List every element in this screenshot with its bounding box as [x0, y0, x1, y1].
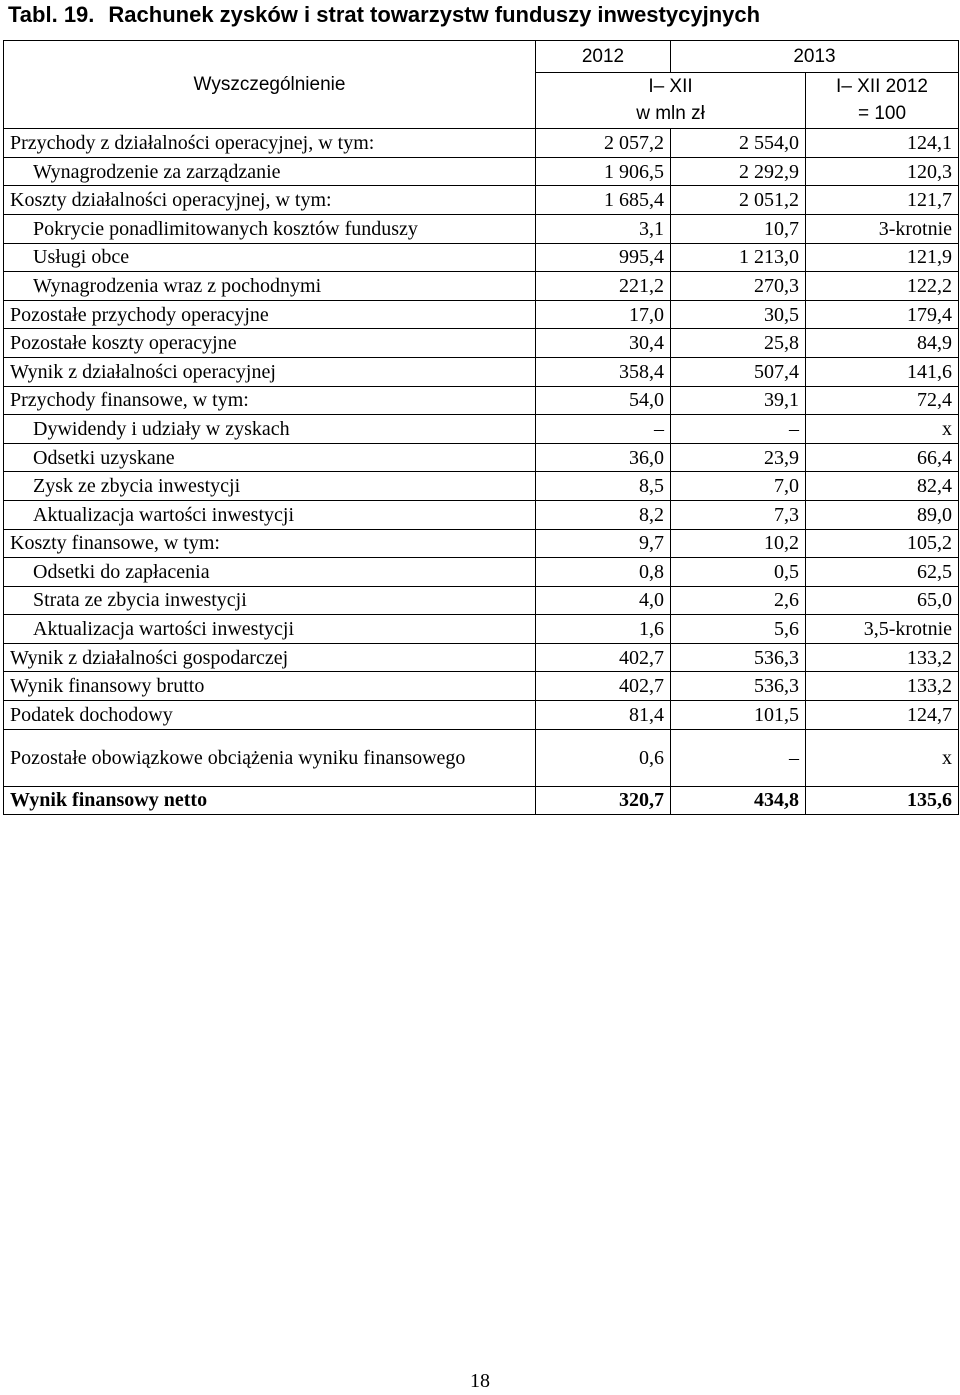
table-row — [4, 672, 959, 701]
index-value: 72,4 — [806, 386, 959, 415]
index-value: 105,2 — [806, 529, 959, 558]
row-label: Pokrycie ponadlimitowanych kosztów funduszy — [4, 214, 536, 243]
row-label: Przychody finansowe, w tym: — [4, 386, 536, 415]
index-value: x — [806, 415, 959, 444]
row-label: Wynik finansowy netto — [4, 786, 536, 815]
table-body — [4, 129, 959, 815]
table-number: Tabl. 19. — [8, 2, 95, 27]
index-value: 89,0 — [806, 500, 959, 529]
table-row — [4, 157, 959, 186]
value-2012: 1 685,4 — [536, 186, 671, 215]
page-number: 18 — [470, 1370, 490, 1392]
row-label: Strata ze zbycia inwestycji — [4, 586, 536, 615]
index-value: 133,2 — [806, 672, 959, 701]
value-2013: – — [671, 415, 806, 444]
table-row — [4, 357, 959, 386]
value-2012: 320,7 — [536, 786, 671, 815]
value-2012: 8,5 — [536, 472, 671, 501]
value-2012: 1 906,5 — [536, 157, 671, 186]
value-2013: 2 554,0 — [671, 129, 806, 158]
row-label: Wynik finansowy brutto — [4, 672, 536, 701]
index-value: 82,4 — [806, 472, 959, 501]
index-value: 124,1 — [806, 129, 959, 158]
value-2013: 39,1 — [671, 386, 806, 415]
index-value: 66,4 — [806, 443, 959, 472]
row-label: Odsetki do zapłacenia — [4, 558, 536, 587]
value-2012: 36,0 — [536, 443, 671, 472]
value-2012: 9,7 — [536, 529, 671, 558]
index-value: 121,9 — [806, 243, 959, 272]
row-label: Dywidendy i udziały w zyskach — [4, 415, 536, 444]
value-2012: 81,4 — [536, 701, 671, 730]
table-row — [4, 415, 959, 444]
table-row — [4, 786, 959, 815]
value-2012: 221,2 — [536, 272, 671, 301]
value-2012: 54,0 — [536, 386, 671, 415]
value-2013: 23,9 — [671, 443, 806, 472]
table-caption: Rachunek zysków i strat towarzystw funduszy inwestycyjnych — [108, 2, 761, 27]
value-2013: 101,5 — [671, 701, 806, 730]
row-label: Pozostałe przychody operacyjne — [4, 300, 536, 329]
value-2013: 270,3 — [671, 272, 806, 301]
table-row — [4, 729, 959, 786]
table-row — [4, 529, 959, 558]
income-statement-table — [3, 40, 959, 815]
header-index-base: = 100 — [806, 101, 959, 129]
value-2013: 0,5 — [671, 558, 806, 587]
index-value: 133,2 — [806, 643, 959, 672]
row-label: Odsetki uzyskane — [4, 443, 536, 472]
value-2012: 0,8 — [536, 558, 671, 587]
table-row — [4, 386, 959, 415]
value-2012: 17,0 — [536, 300, 671, 329]
index-value: 179,4 — [806, 300, 959, 329]
value-2013: 434,8 — [671, 786, 806, 815]
value-2012: 8,2 — [536, 500, 671, 529]
value-2012: – — [536, 415, 671, 444]
index-value: 121,7 — [806, 186, 959, 215]
table-row — [4, 443, 959, 472]
value-2013: 7,0 — [671, 472, 806, 501]
row-label: Wynik z działalności gospodarczej — [4, 643, 536, 672]
table-row — [4, 472, 959, 501]
row-label: Koszty działalności operacyjnej, w tym: — [4, 186, 536, 215]
table-row — [4, 243, 959, 272]
header-unit: w mln zł — [536, 101, 806, 129]
row-label: Zysk ze zbycia inwestycji — [4, 472, 536, 501]
value-2013: 10,2 — [671, 529, 806, 558]
index-value: 124,7 — [806, 701, 959, 730]
index-value: 3-krotnie — [806, 214, 959, 243]
value-2012: 30,4 — [536, 329, 671, 358]
row-label: Podatek dochodowy — [4, 701, 536, 730]
table-title — [8, 0, 958, 30]
index-value: 141,6 — [806, 357, 959, 386]
index-value: 84,9 — [806, 329, 959, 358]
table-row — [4, 300, 959, 329]
header-year-2013: 2013 — [671, 41, 959, 73]
value-2012: 2 057,2 — [536, 129, 671, 158]
table-row — [4, 586, 959, 615]
value-2012: 3,1 — [536, 214, 671, 243]
value-2013: 10,7 — [671, 214, 806, 243]
index-value: 120,3 — [806, 157, 959, 186]
value-2012: 358,4 — [536, 357, 671, 386]
table-row — [4, 558, 959, 587]
table-row — [4, 129, 959, 158]
header-description: Wyszczególnienie — [4, 41, 536, 129]
row-label: Aktualizacja wartości inwestycji — [4, 615, 536, 644]
index-value: 62,5 — [806, 558, 959, 587]
table-row — [4, 701, 959, 730]
header-year-2012: 2012 — [536, 41, 671, 73]
table-row — [4, 615, 959, 644]
value-2013: 2 292,9 — [671, 157, 806, 186]
row-label: Pozostałe koszty operacyjne — [4, 329, 536, 358]
row-label: Wynik z działalności operacyjnej — [4, 357, 536, 386]
value-2012: 4,0 — [536, 586, 671, 615]
value-2012: 0,6 — [536, 729, 671, 786]
value-2013: – — [671, 729, 806, 786]
value-2013: 536,3 — [671, 643, 806, 672]
index-value: 3,5-krotnie — [806, 615, 959, 644]
row-label: Wynagrodzenie za zarządzanie — [4, 157, 536, 186]
row-label: Przychody z działalności operacyjnej, w tym: — [4, 129, 536, 158]
table-row — [4, 186, 959, 215]
value-2012: 995,4 — [536, 243, 671, 272]
row-label: Aktualizacja wartości inwestycji — [4, 500, 536, 529]
row-label: Usługi obce — [4, 243, 536, 272]
value-2013: 2,6 — [671, 586, 806, 615]
table-row — [4, 500, 959, 529]
table-row — [4, 272, 959, 301]
value-2013: 507,4 — [671, 357, 806, 386]
table-row — [4, 643, 959, 672]
row-label: Wynagrodzenia wraz z pochodnymi — [4, 272, 536, 301]
value-2013: 1 213,0 — [671, 243, 806, 272]
table-row — [4, 329, 959, 358]
header-period: I– XII — [536, 73, 806, 101]
value-2013: 536,3 — [671, 672, 806, 701]
table-row — [4, 214, 959, 243]
header-index-base-year: I– XII 2012 — [806, 73, 959, 101]
value-2013: 2 051,2 — [671, 186, 806, 215]
index-value: x — [806, 729, 959, 786]
row-label: Pozostałe obowiązkowe obciążenia wyniku finansowego — [4, 729, 536, 786]
value-2013: 25,8 — [671, 329, 806, 358]
value-2012: 402,7 — [536, 643, 671, 672]
value-2013: 5,6 — [671, 615, 806, 644]
index-value: 122,2 — [806, 272, 959, 301]
value-2013: 30,5 — [671, 300, 806, 329]
value-2012: 1,6 — [536, 615, 671, 644]
row-label: Koszty finansowe, w tym: — [4, 529, 536, 558]
index-value: 135,6 — [806, 786, 959, 815]
index-value: 65,0 — [806, 586, 959, 615]
value-2012: 402,7 — [536, 672, 671, 701]
value-2013: 7,3 — [671, 500, 806, 529]
